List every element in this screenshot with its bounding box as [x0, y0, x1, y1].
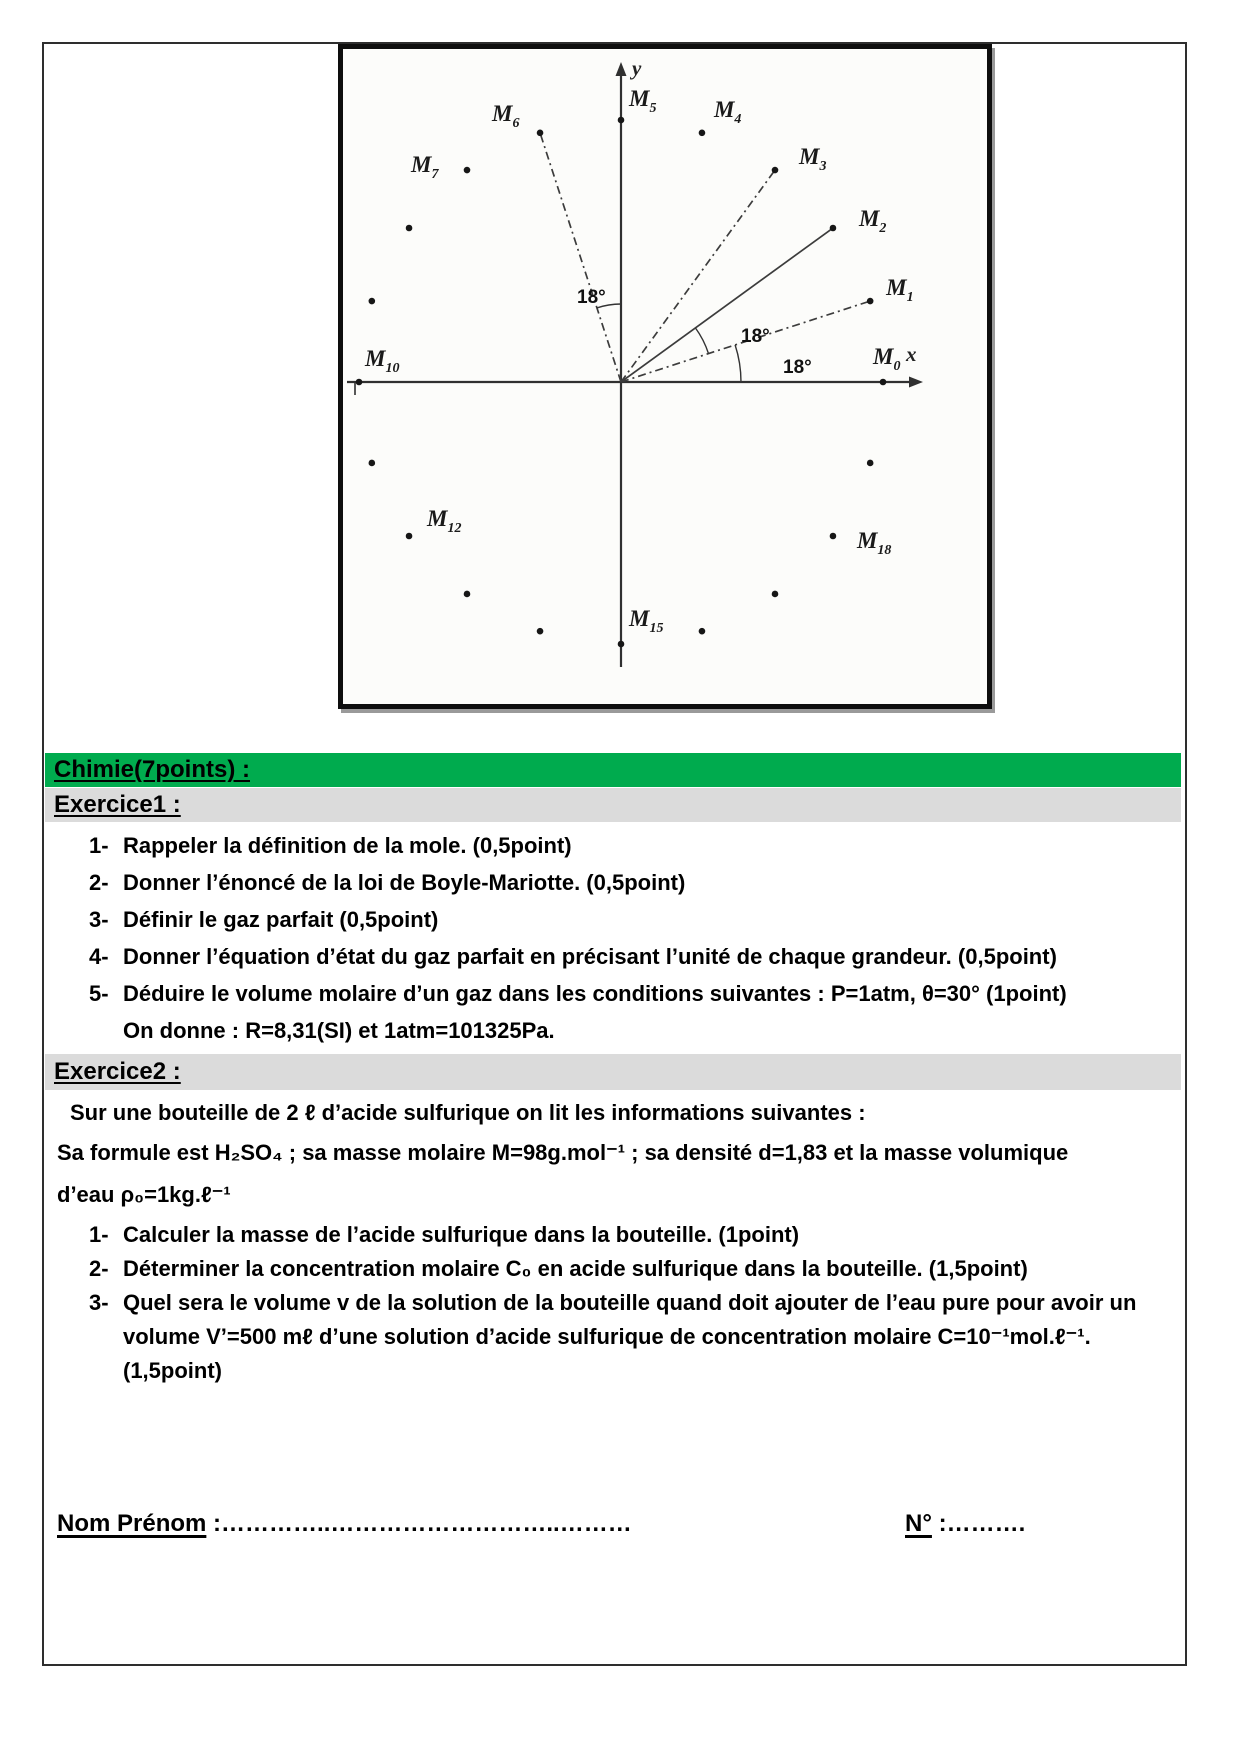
item-text: Donner l’équation d’état du gaz parfait en précisant l’unité de chaque grandeur. (0,5point)	[123, 944, 1057, 969]
angle-arc	[695, 328, 708, 354]
content-area	[45, 753, 1181, 1388]
point-dot-8	[406, 225, 413, 232]
ray-to-point-6	[540, 133, 621, 382]
point-dot-7	[464, 167, 471, 174]
question-item	[45, 1218, 1181, 1252]
point-dot-10	[356, 379, 363, 386]
exercice2-title: Exercice2 :	[54, 1058, 181, 1085]
x-axis-arrow	[909, 377, 923, 388]
item-text: Déduire le volume molaire d’un gaz dans les conditions suivantes : P=1atm, θ=30° (1point)	[123, 981, 1067, 1006]
point-label-18: $M_{18}$	[856, 527, 892, 558]
point-label-6: $M_6$	[492, 100, 520, 131]
y-axis-label: y	[632, 56, 642, 80]
given-data-note: On donne : R=8,31(SI) et 1atm=101325Pa.	[123, 1018, 555, 1043]
point-dot-18	[830, 533, 837, 540]
point-label-5: $M_5$	[629, 86, 657, 116]
number-dotted-line: :……….	[931, 1510, 1026, 1537]
point-label-1: $M_1$	[886, 275, 914, 306]
y-axis-arrow	[616, 62, 627, 76]
exercice1-bar	[45, 788, 1181, 822]
item-text: Calculer la masse de l’acide sulfurique dans la bouteille. (1point)	[123, 1222, 800, 1247]
item-number: 2-	[89, 1256, 109, 1281]
item-text: Définir le gaz parfait (0,5point)	[123, 907, 439, 932]
item-number: 3-	[89, 1290, 109, 1315]
point-label-7: $M_7$	[411, 152, 439, 183]
item-number: 4-	[89, 944, 109, 969]
item-number: 3-	[89, 907, 109, 932]
point-dot-0	[880, 379, 887, 386]
name-dotted-line: :…………..………………………..………	[206, 1510, 632, 1537]
question-item	[45, 1252, 1181, 1286]
number-field	[905, 1510, 1025, 1538]
name-label: Nom Prénom	[57, 1510, 207, 1537]
exercice2-intro-line2: Sa formule est H₂SO₄ ; sa masse molaire M=98g.mol⁻¹ ; sa densité d=1,83 et la masse volumique d’eau ρ₀=1kg.ℓ⁻¹	[57, 1140, 1069, 1207]
exercice1-title: Exercice1 :	[54, 791, 181, 818]
item-text: Rappeler la définition de la mole. (0,5point)	[123, 833, 572, 858]
item-number: 2-	[89, 870, 109, 895]
item-number: 5-	[89, 981, 109, 1006]
point-dot-1	[867, 298, 874, 305]
points-circle-figure	[343, 49, 987, 704]
item-number: 1-	[89, 1222, 109, 1247]
exercice2-questions	[45, 1218, 1181, 1388]
section-title: Chimie(7points) :	[54, 756, 250, 783]
angle-arc	[735, 345, 741, 382]
angle-label: 18°	[741, 326, 770, 347]
question-item	[45, 864, 1181, 901]
question-item	[45, 827, 1181, 864]
item-number: 1-	[89, 833, 109, 858]
point-dot-3	[772, 167, 779, 174]
question-item	[45, 1286, 1181, 1388]
item-text: Quel sera le volume v de la solution de la bouteille quand doit ajouter de l’eau pure pour avoir un volume V’=500 mℓ d’une solution d’acide sulfurique de concentration molaire C=10⁻¹mol.ℓ⁻¹. (1,5point)	[123, 1290, 1137, 1383]
exercice2-intro-line1: Sur une bouteille de 2 ℓ d’acide sulfurique on lit les informations suivantes :	[70, 1100, 866, 1125]
point-label-15: $M_{15}$	[629, 606, 664, 636]
footer	[57, 1510, 1157, 1538]
point-dot-14	[537, 628, 544, 635]
point-dot-2	[830, 225, 837, 232]
exercice1-questions	[45, 827, 1181, 1049]
point-label-12: $M_{12}$	[427, 505, 462, 536]
x-axis-label: x	[906, 342, 917, 366]
question-item	[45, 901, 1181, 938]
ray-to-point-3	[621, 170, 775, 382]
point-label-3: $M_3$	[798, 144, 827, 175]
figure-box	[338, 44, 992, 709]
point-dot-17	[772, 591, 779, 598]
point-dot-5	[618, 117, 625, 124]
question-item	[45, 938, 1181, 975]
point-dot-9	[369, 298, 376, 305]
point-dot-13	[464, 591, 471, 598]
point-dot-4	[699, 130, 706, 137]
point-dot-19	[867, 460, 874, 467]
point-dot-12	[406, 533, 413, 540]
section-header-chimie	[45, 753, 1181, 787]
number-label: N°	[905, 1510, 932, 1537]
exercice2-bar	[45, 1054, 1181, 1090]
item-text: Donner l’énoncé de la loi de Boyle-Mariotte. (0,5point)	[123, 870, 686, 895]
item-text: Déterminer la concentration molaire C₀ en acide sulfurique dans la bouteille. (1,5point)	[123, 1256, 1028, 1281]
point-dot-15	[618, 641, 625, 648]
question-item	[45, 975, 1181, 1012]
point-label-2: $M_2$	[858, 206, 887, 237]
point-label-0: $M_0$	[873, 344, 901, 374]
angle-label: 18°	[783, 357, 812, 378]
point-dot-6	[537, 130, 544, 137]
point-dot-16	[699, 628, 706, 635]
name-field	[57, 1510, 632, 1537]
point-label-4: $M_4$	[713, 96, 742, 127]
angle-label: 18°	[577, 287, 606, 308]
point-label-10: $M_{10}$	[365, 346, 400, 376]
point-dot-11	[369, 460, 376, 467]
